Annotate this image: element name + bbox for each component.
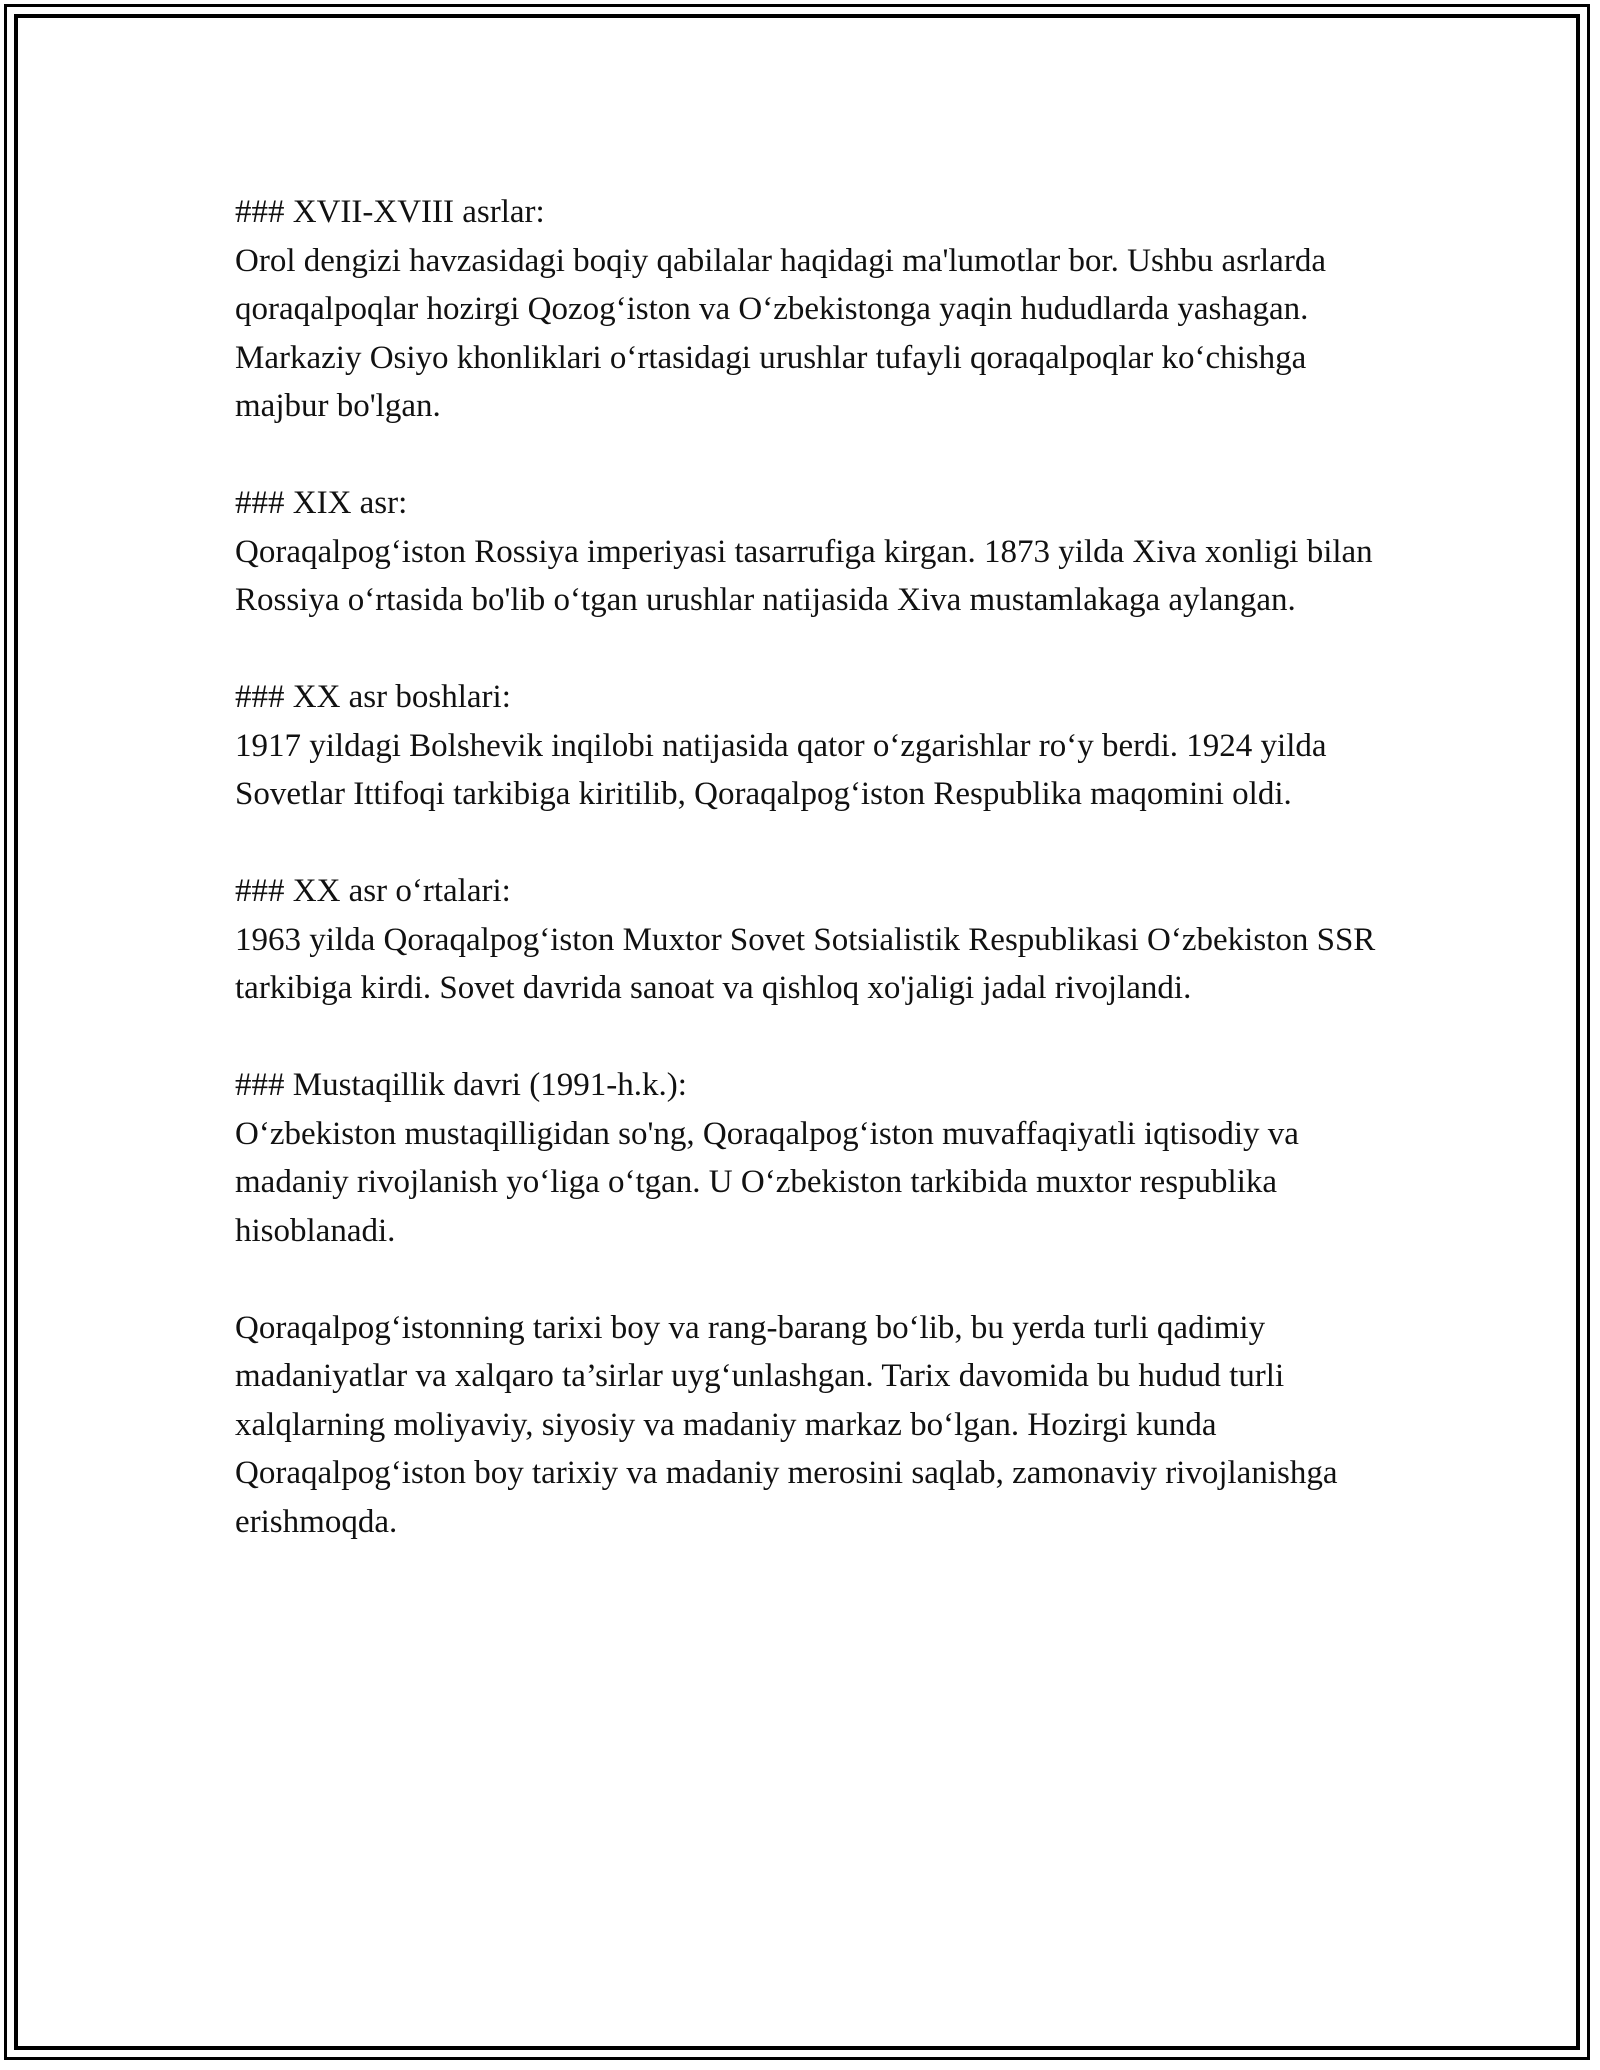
section-xix [235, 479, 1385, 625]
conclusion-text: Qoraqalpog‘istonning tarixi boy va rang-barang bo‘lib, bu yerda turli qadimiy madaniyatlar va xalqaro ta’sirlar uyg‘unlashgan. Tarix davomida bu hudud turli xalqlarning moliyaviy, siyosiy va madaniy markaz bo‘lgan. Hozirgi kunda Qoraqalpog‘iston boy tarixiy va madaniy merosini saqlab, zamonaviy rivojlanishga erishmoqda. [235, 1309, 1338, 1540]
section-heading: ### XX asr o‘rtalari: [235, 873, 511, 909]
section-independence [235, 1061, 1385, 1255]
section-text: O‘zbekiston mustaqilligidan so'ng, Qoraqalpog‘iston muvaffaqiyatli iqtisodiy va madaniy rivojlanish yo‘liga o‘tgan. U O‘zbekiston tarkibida muxtor respublika hisoblanadi. [235, 1115, 1299, 1249]
section-heading: ### XVII-XVIII asrlar: [235, 194, 545, 230]
section-xx-early [235, 673, 1385, 819]
section-text: 1963 yilda Qoraqalpog‘iston Muxtor Sovet Sotsialistik Respublikasi O‘zbekiston SSR tarkibiga kirdi. Sovet davrida sanoat va qishloq xo'jaligi jadal rivojlandi. [235, 921, 1376, 1006]
section-text: Qoraqalpog‘iston Rossiya imperiyasi tasarrufiga kirgan. 1873 yilda Xiva xonligi bilan Rossiya o‘rtasida bo'lib o‘tgan urushlar natijasida Xiva mustamlakaga aylangan. [235, 533, 1373, 618]
section-heading: ### XX asr boshlari: [235, 679, 511, 715]
document-body [235, 188, 1385, 1595]
section-heading: ### XIX asr: [235, 485, 408, 521]
conclusion-paragraph [235, 1304, 1385, 1547]
section-xx-mid [235, 867, 1385, 1013]
section-heading: ### Mustaqillik davri (1991-h.k.): [235, 1067, 687, 1103]
section-text: Orol dengizi havzasidagi boqiy qabilalar haqidagi ma'lumotlar bor. Ushbu asrlarda qoraqalpoqlar hozirgi Qozog‘iston va O‘zbekistonga yaqin hududlarda yashagan. Markaziy Osiyo khonliklari o‘rtasidagi urushlar tufayli qoraqalpoqlar ko‘chishga majbur bo'lgan. [235, 242, 1326, 424]
section-text: 1917 yildagi Bolshevik inqilobi natijasida qator o‘zgarishlar ro‘y berdi. 1924 yilda Sovetlar Ittifoqi tarkibiga kiritilib, Qoraqalpog‘iston Respublika maqomini oldi. [235, 727, 1327, 812]
section-xvii-xviii [235, 188, 1385, 431]
